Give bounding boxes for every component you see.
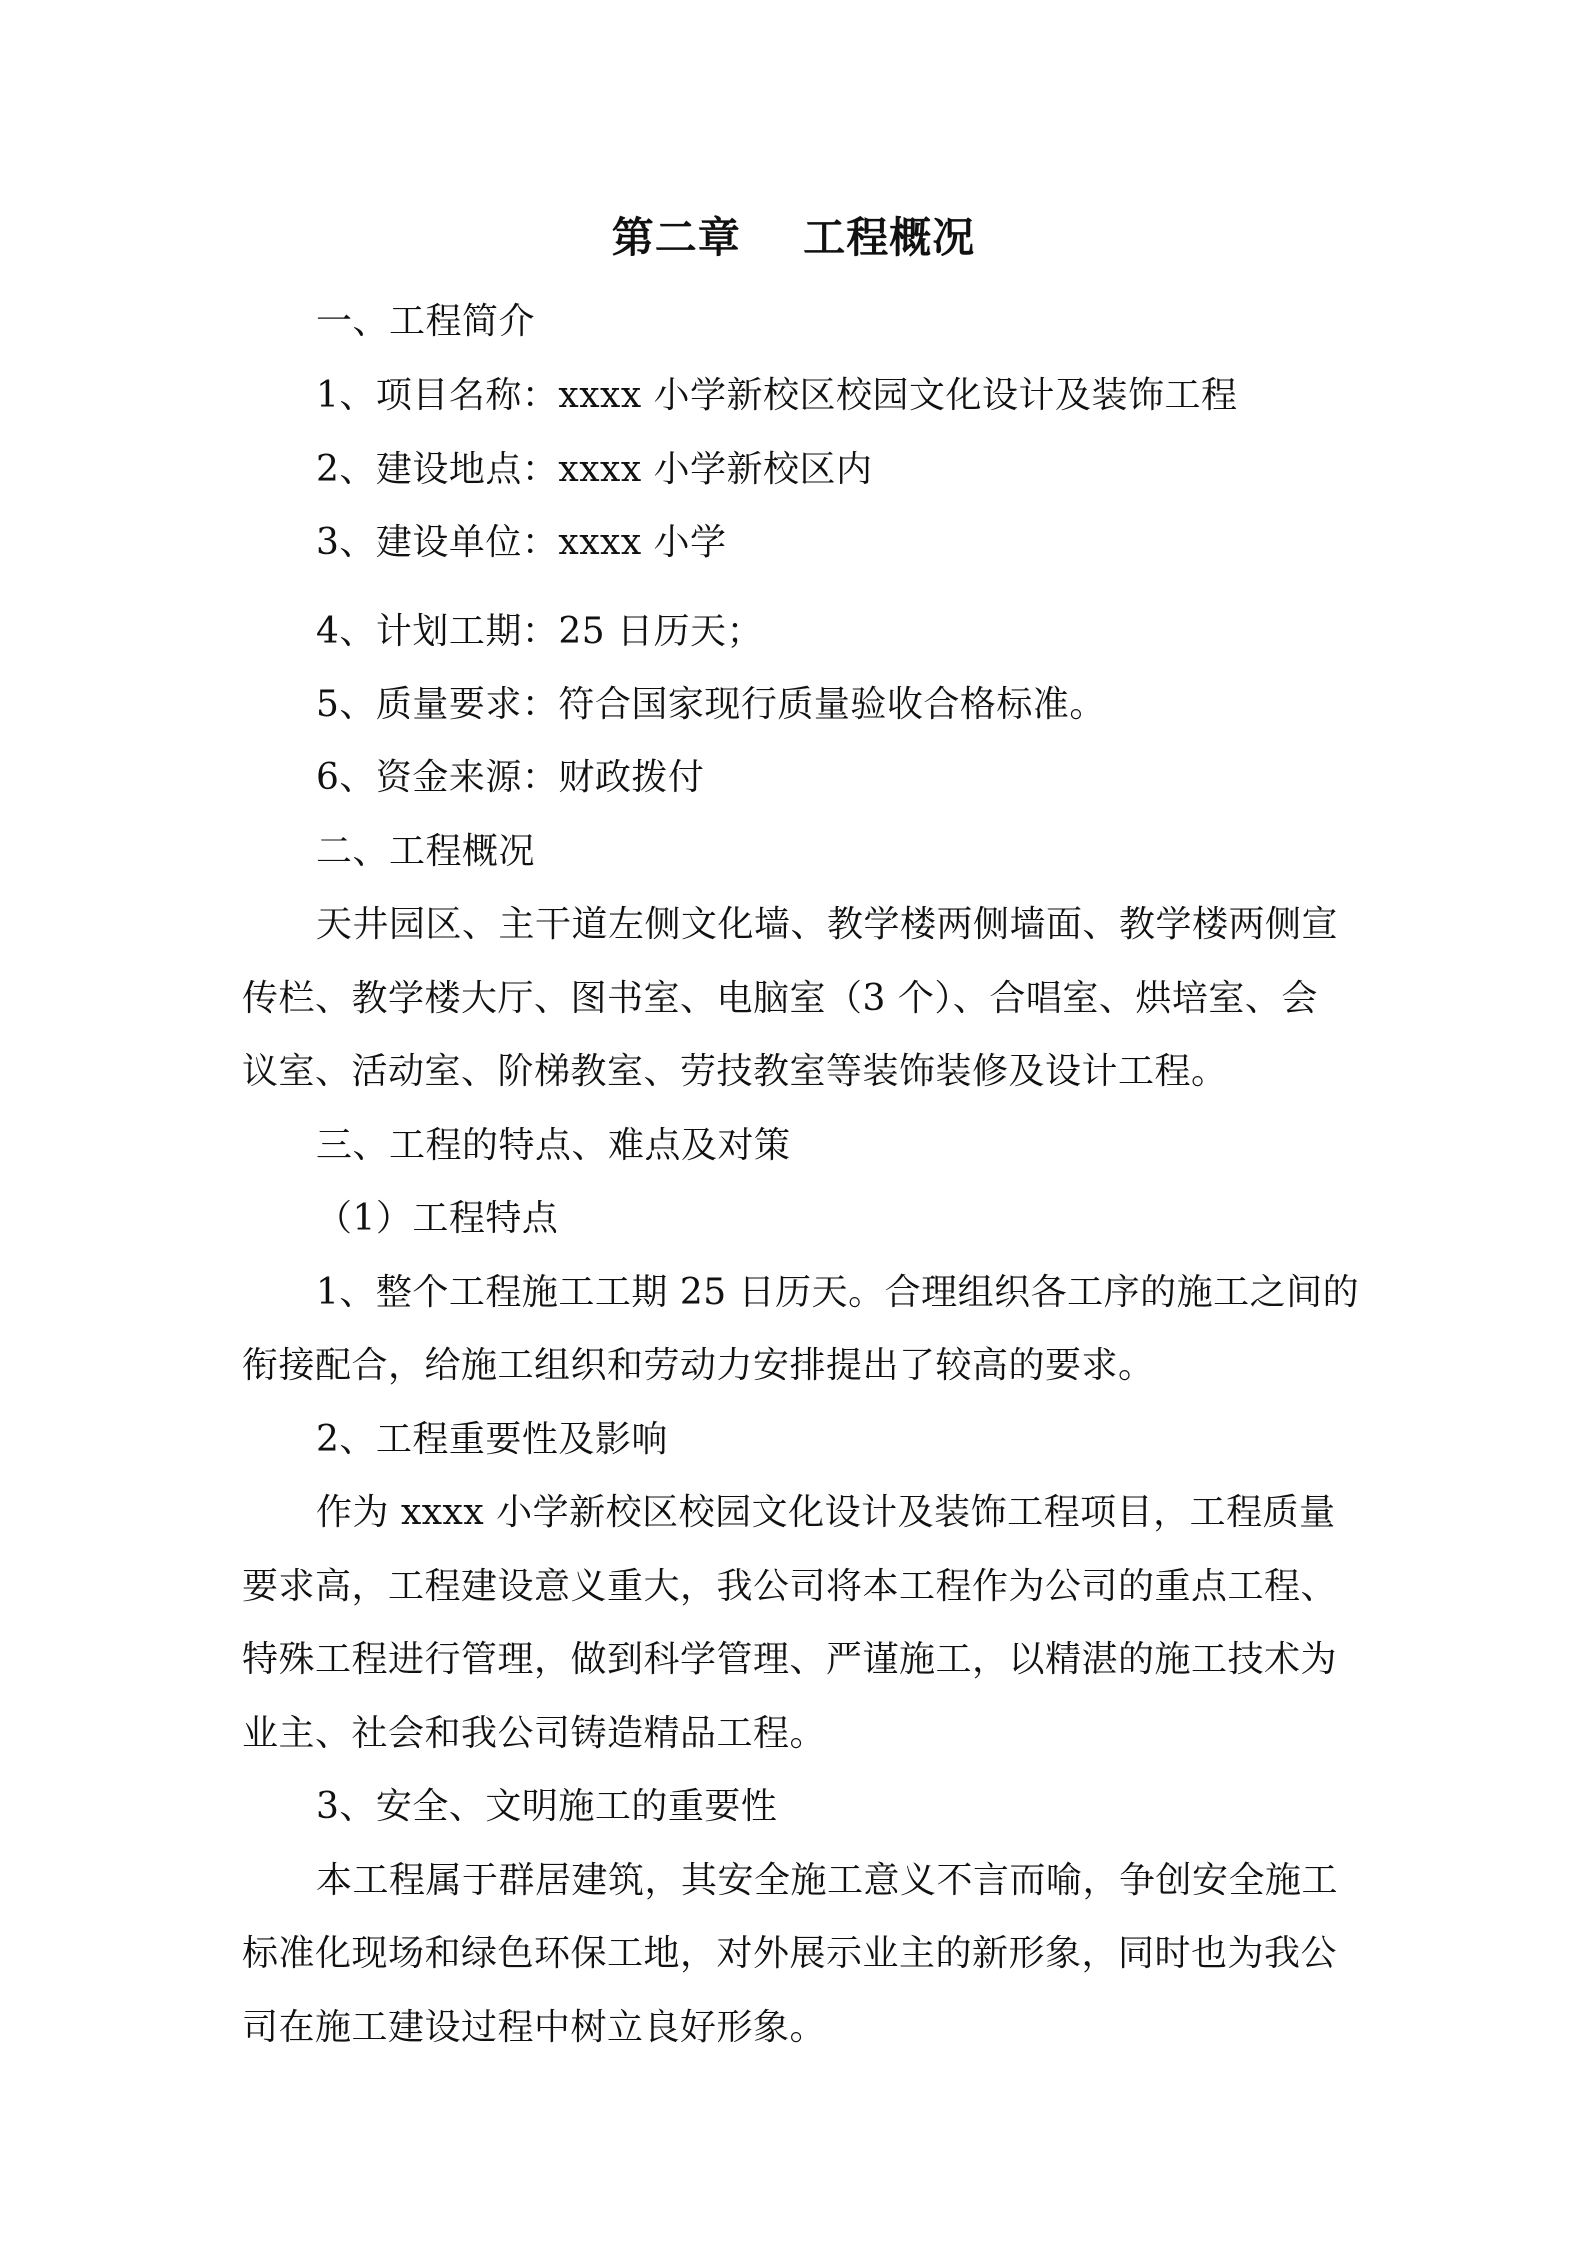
paragraph-line: 特殊工程进行管理，做到科学管理、严谨施工，以精湛的施工技术为 xyxy=(242,1639,1338,1680)
paragraph-line: 标准化现场和绿色环保工地，对外展示业主的新形象，同时也为我公 xyxy=(242,1933,1338,1974)
chapter-title: 第二章 工程概况 xyxy=(611,213,976,262)
paragraph-line: 4、计划工期：25 日历天； xyxy=(316,611,764,652)
paragraph-line: 作为 xxxx 小学新校区校园文化设计及装饰工程项目，工程质量 xyxy=(316,1492,1336,1533)
paragraph-line: 2、建设地点：xxxx 小学新校区内 xyxy=(316,449,873,490)
paragraph-line: 本工程属于群居建筑，其安全施工意义不言而喻，争创安全施工 xyxy=(316,1860,1339,1901)
section-heading: 三、工程的特点、难点及对策 xyxy=(316,1125,791,1166)
section-heading: 二、工程概况 xyxy=(316,831,536,872)
subsection-heading: 3、安全、文明施工的重要性 xyxy=(316,1786,778,1827)
paragraph-line: 5、质量要求：符合国家现行质量验收合格标准。 xyxy=(316,684,1106,725)
paragraph-line: 司在施工建设过程中树立良好形象。 xyxy=(242,2007,827,2048)
paragraph-line: 业主、社会和我公司铸造精品工程。 xyxy=(242,1713,827,1754)
paragraph-line: 1、整个工程施工工期 25 日历天。合理组织各工序的施工之间的 xyxy=(316,1272,1360,1313)
paragraph-line: 衔接配合，给施工组织和劳动力安排提出了较高的要求。 xyxy=(242,1345,1155,1386)
paragraph-line: 6、资金来源：财政拨付 xyxy=(316,757,705,798)
section-heading: 一、工程简介 xyxy=(316,301,536,342)
subsection-heading: 2、工程重要性及影响 xyxy=(316,1419,668,1460)
paragraph-line: 天井园区、主干道左侧文化墙、教学楼两侧墙面、教学楼两侧宣 xyxy=(316,904,1339,945)
subsection-heading: （1）工程特点 xyxy=(316,1198,559,1239)
paragraph-line: 要求高，工程建设意义重大，我公司将本工程作为公司的重点工程、 xyxy=(242,1566,1338,1607)
paragraph-line: 议室、活动室、阶梯教室、劳技教室等装饰装修及设计工程。 xyxy=(242,1051,1228,1092)
paragraph-line: 传栏、教学楼大厅、图书室、电脑室（3 个）、合唱室、烘培室、会 xyxy=(242,978,1318,1019)
paragraph-line: 3、建设单位：xxxx 小学 xyxy=(316,522,727,563)
paragraph-line: 1、项目名称：xxxx 小学新校区校园文化设计及装饰工程 xyxy=(316,375,1238,416)
